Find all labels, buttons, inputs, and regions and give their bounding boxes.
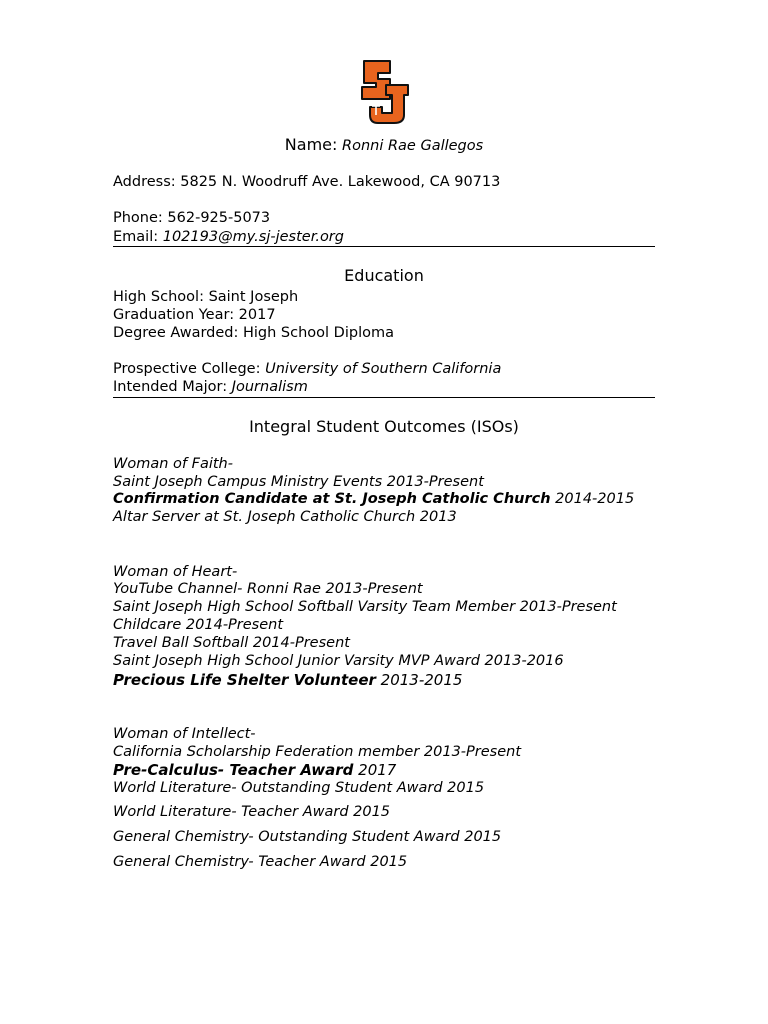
phone: Phone: 562-925-5073: [113, 210, 271, 226]
divider: [113, 246, 655, 247]
address: Address: 5825 N. Woodruff Ave. Lakewood, CA 90713: [113, 174, 501, 190]
list-item: General Chemistry- Outstanding Student Award 2015: [113, 829, 502, 845]
major-label: Intended Major:: [113, 379, 228, 395]
list-item-bold: Confirmation Candidate at St. Joseph Catholic Church: [113, 491, 551, 507]
faith-title: Woman of Faith-: [113, 456, 233, 472]
list-item: [113, 761, 396, 779]
list-item: World Literature- Outstanding Student Award 2015: [113, 780, 485, 796]
list-item-rest: 2014-2015: [555, 491, 635, 507]
list-item: YouTube Channel- Ronni Rae 2013-Present: [113, 581, 423, 597]
list-item: World Literature- Teacher Award 2015: [113, 804, 391, 820]
email-label: Email:: [113, 229, 159, 245]
school-logo: [356, 55, 412, 125]
list-item: [113, 490, 634, 508]
graduation-year: Graduation Year: 2017: [113, 307, 276, 323]
list-item-rest: 2013-2015: [380, 671, 463, 689]
divider: [113, 397, 655, 398]
name-value: Ronni Rae Gallegos: [342, 138, 484, 154]
list-item: Childcare 2014-Present: [113, 617, 284, 633]
high-school: High School: Saint Joseph: [113, 289, 299, 305]
major-value: Journalism: [231, 379, 308, 395]
email-value: 102193@my.sj-jester.org: [162, 229, 344, 245]
isos-heading: Integral Student Outcomes (ISOs): [249, 417, 519, 436]
heart-title: Woman of Heart-: [113, 564, 238, 580]
prospective-college: [113, 360, 501, 378]
education-heading: Education: [344, 266, 424, 285]
email-line: [113, 228, 344, 246]
list-item: General Chemistry- Teacher Award 2015: [113, 854, 408, 870]
list-item: Travel Ball Softball 2014-Present: [113, 635, 350, 651]
list-item: Altar Server at St. Joseph Catholic Church 2013: [113, 509, 457, 525]
list-item: [113, 671, 462, 689]
list-item-bold: Precious Life Shelter Volunteer: [113, 671, 376, 689]
name-line: [113, 136, 655, 155]
list-item: California Scholarship Federation member 2013-Present: [113, 744, 522, 760]
list-item: Saint Joseph High School Softball Varsity Team Member 2013-Present: [113, 599, 617, 615]
list-item: Saint Joseph Campus Ministry Events 2013-Present: [113, 474, 484, 490]
name-label: Name:: [284, 135, 338, 154]
intellect-title: Woman of Intellect-: [113, 726, 256, 742]
degree: Degree Awarded: High School Diploma: [113, 325, 394, 341]
list-item-rest: 2017: [358, 761, 397, 779]
college-value: University of Southern California: [265, 361, 502, 377]
intended-major: [113, 378, 308, 396]
list-item: Saint Joseph High School Junior Varsity MVP Award 2013-2016: [113, 653, 564, 669]
list-item-bold: Pre-Calculus- Teacher Award: [113, 761, 354, 779]
college-label: Prospective College:: [113, 361, 261, 377]
